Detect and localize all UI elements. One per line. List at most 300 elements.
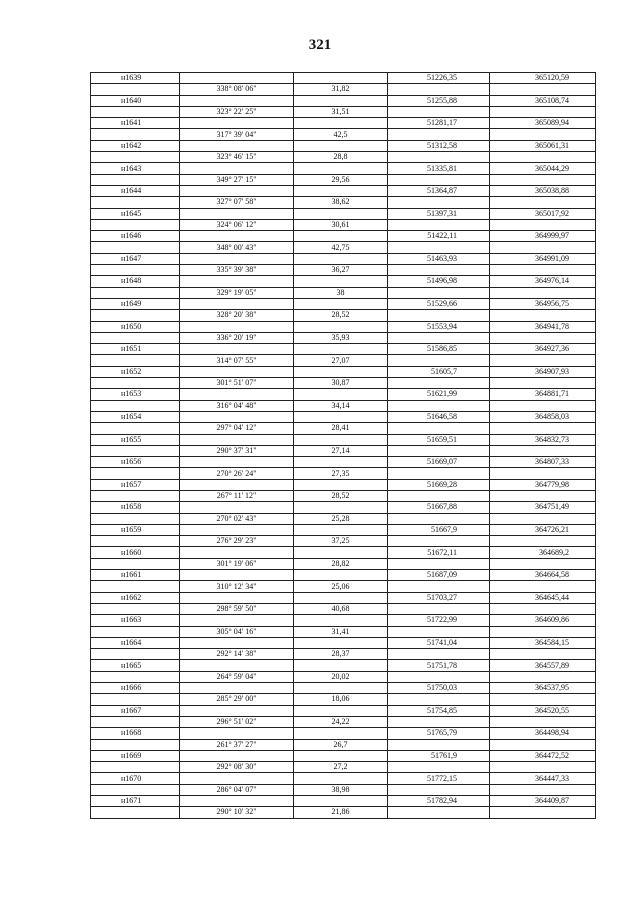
empty-cell [490,581,596,592]
point-name: н1647 [91,253,180,264]
y-coordinate: 365038,88 [490,185,596,196]
empty-cell [388,106,490,117]
direction-angle: 349° 27' 15" [180,174,294,185]
direction-angle: 290° 37' 31" [180,445,294,456]
direction-angle: 329° 19' 05" [180,287,294,298]
y-coordinate: 365044,29 [490,163,596,174]
point-name: н1668 [91,728,180,739]
empty-cell [91,265,180,276]
segment-length: 40,68 [294,603,388,614]
empty-cell [180,208,294,219]
segment-row [91,762,596,773]
empty-cell [490,265,596,276]
segment-row [91,468,596,479]
x-coordinate: 51667,9 [388,524,490,535]
point-name: н1655 [91,434,180,445]
segment-row [91,332,596,343]
y-coordinate: 364881,71 [490,389,596,400]
empty-cell [180,434,294,445]
empty-cell [180,570,294,581]
point-row [91,163,596,174]
point-row [91,570,596,581]
empty-cell [490,739,596,750]
x-coordinate: 51255,88 [388,95,490,106]
direction-angle: 267° 11' 12" [180,490,294,501]
empty-cell [91,558,180,569]
empty-cell [388,400,490,411]
direction-angle: 335° 39' 38" [180,265,294,276]
empty-cell [91,626,180,637]
empty-cell [490,310,596,321]
segment-row [91,784,596,795]
empty-cell [388,423,490,434]
empty-cell [490,626,596,637]
x-coordinate: 51646,58 [388,411,490,422]
segment-row [91,174,596,185]
direction-angle: 314° 07' 55" [180,355,294,366]
empty-cell [388,129,490,140]
segment-length: 27,07 [294,355,388,366]
empty-cell [180,660,294,671]
empty-cell [294,231,388,242]
point-name: н1643 [91,163,180,174]
empty-cell [388,219,490,230]
empty-cell [180,705,294,716]
empty-cell [490,603,596,614]
empty-cell [294,547,388,558]
empty-cell [388,287,490,298]
empty-cell [490,84,596,95]
empty-cell [388,468,490,479]
y-coordinate: 364537,95 [490,683,596,694]
segment-length: 28,37 [294,649,388,660]
x-coordinate: 51722,99 [388,615,490,626]
segment-row [91,513,596,524]
empty-cell [294,524,388,535]
x-coordinate: 51529,66 [388,298,490,309]
empty-cell [180,344,294,355]
point-row [91,366,596,377]
direction-angle: 261° 37' 27" [180,739,294,750]
segment-row [91,355,596,366]
empty-cell [490,332,596,343]
empty-cell [180,389,294,400]
point-row [91,73,596,84]
x-coordinate: 51751,78 [388,660,490,671]
y-coordinate: 364609,86 [490,615,596,626]
x-coordinate: 51422,11 [388,231,490,242]
direction-angle: 328° 20' 38" [180,310,294,321]
empty-cell [294,502,388,513]
empty-cell [91,287,180,298]
empty-cell [180,773,294,784]
point-row [91,95,596,106]
coordinates-table [90,72,596,819]
y-coordinate: 364991,09 [490,253,596,264]
segment-length: 28,52 [294,310,388,321]
point-row [91,344,596,355]
empty-cell [91,355,180,366]
empty-cell [180,728,294,739]
y-coordinate: 364976,14 [490,276,596,287]
direction-angle: 264° 59' 04" [180,671,294,682]
coordinates-table-body [91,73,596,819]
x-coordinate: 51754,85 [388,705,490,716]
point-name: н1663 [91,615,180,626]
segment-length: 18,06 [294,694,388,705]
empty-cell [388,649,490,660]
direction-angle: 323° 46' 15" [180,152,294,163]
empty-cell [490,490,596,501]
direction-angle: 296° 51' 02" [180,716,294,727]
empty-cell [180,796,294,807]
x-coordinate: 51669,28 [388,479,490,490]
empty-cell [91,716,180,727]
segment-row [91,671,596,682]
empty-cell [180,118,294,129]
empty-cell [180,547,294,558]
empty-cell [490,106,596,117]
x-coordinate: 51765,79 [388,728,490,739]
empty-cell [180,95,294,106]
segment-row [91,287,596,298]
empty-cell [388,332,490,343]
empty-cell [490,219,596,230]
empty-cell [91,784,180,795]
point-name: н1671 [91,796,180,807]
direction-angle: 310° 12' 34" [180,581,294,592]
empty-cell [294,140,388,151]
point-name: н1649 [91,298,180,309]
empty-cell [388,671,490,682]
segment-row [91,558,596,569]
empty-cell [388,310,490,321]
direction-angle: 285° 29' 00" [180,694,294,705]
point-name: н1661 [91,570,180,581]
point-row [91,592,596,603]
point-row [91,796,596,807]
point-name: н1660 [91,547,180,558]
point-name: н1654 [91,411,180,422]
segment-row [91,152,596,163]
empty-cell [91,378,180,389]
empty-cell [294,773,388,784]
segment-row [91,581,596,592]
point-row [91,411,596,422]
point-row [91,389,596,400]
empty-cell [388,265,490,276]
empty-cell [294,163,388,174]
empty-cell [388,694,490,705]
segment-length: 42,5 [294,129,388,140]
point-row [91,683,596,694]
empty-cell [388,558,490,569]
y-coordinate: 364498,94 [490,728,596,739]
segment-row [91,378,596,389]
segment-length: 36,27 [294,265,388,276]
direction-angle: 327° 07' 58" [180,197,294,208]
empty-cell [490,536,596,547]
x-coordinate: 51672,11 [388,547,490,558]
empty-cell [91,84,180,95]
empty-cell [294,276,388,287]
segment-length: 31,41 [294,626,388,637]
y-coordinate: 365061,31 [490,140,596,151]
direction-angle: 276° 29' 23" [180,536,294,547]
empty-cell [294,411,388,422]
empty-cell [180,683,294,694]
empty-cell [91,152,180,163]
empty-cell [180,298,294,309]
empty-cell [388,513,490,524]
y-coordinate: 364584,15 [490,637,596,648]
direction-angle: 292° 14' 38" [180,649,294,660]
segment-row [91,490,596,501]
empty-cell [388,355,490,366]
x-coordinate: 51772,15 [388,773,490,784]
y-coordinate: 364664,58 [490,570,596,581]
point-name: н1651 [91,344,180,355]
empty-cell [91,332,180,343]
segment-length: 35,93 [294,332,388,343]
segment-length: 29,56 [294,174,388,185]
y-coordinate: 365017,92 [490,208,596,219]
empty-cell [294,73,388,84]
segment-row [91,536,596,547]
point-row [91,231,596,242]
direction-angle: 270° 02' 43" [180,513,294,524]
direction-angle: 292° 08' 30" [180,762,294,773]
empty-cell [180,163,294,174]
empty-cell [294,615,388,626]
empty-cell [91,242,180,253]
empty-cell [91,400,180,411]
empty-cell [490,445,596,456]
point-row [91,750,596,761]
y-coordinate: 364779,98 [490,479,596,490]
empty-cell [388,807,490,818]
x-coordinate: 51397,31 [388,208,490,219]
point-row [91,547,596,558]
point-row [91,524,596,535]
segment-length: 38,62 [294,197,388,208]
empty-cell [294,95,388,106]
point-name: н1641 [91,118,180,129]
empty-cell [294,253,388,264]
empty-cell [180,253,294,264]
empty-cell [91,423,180,434]
point-row [91,276,596,287]
x-coordinate: 51281,17 [388,118,490,129]
empty-cell [180,140,294,151]
empty-cell [294,683,388,694]
empty-cell [388,378,490,389]
empty-cell [388,174,490,185]
direction-angle: 338° 08' 06" [180,84,294,95]
empty-cell [91,490,180,501]
empty-cell [180,457,294,468]
direction-angle: 348° 00' 43" [180,242,294,253]
y-coordinate: 364689,2 [490,547,596,558]
point-name: н1669 [91,750,180,761]
y-coordinate: 364645,44 [490,592,596,603]
segment-row [91,807,596,818]
segment-row [91,106,596,117]
point-row [91,118,596,129]
segment-length: 28,52 [294,490,388,501]
y-coordinate: 364751,49 [490,502,596,513]
empty-cell [388,581,490,592]
point-row [91,615,596,626]
empty-cell [180,411,294,422]
segment-length: 28,8 [294,152,388,163]
segment-row [91,84,596,95]
empty-cell [490,694,596,705]
empty-cell [91,807,180,818]
empty-cell [294,592,388,603]
segment-length: 37,25 [294,536,388,547]
x-coordinate: 51463,93 [388,253,490,264]
empty-cell [388,739,490,750]
point-row [91,479,596,490]
y-coordinate: 364832,73 [490,434,596,445]
empty-cell [91,513,180,524]
segment-row [91,129,596,140]
empty-cell [490,716,596,727]
empty-cell [180,73,294,84]
x-coordinate: 51669,07 [388,457,490,468]
empty-cell [388,784,490,795]
point-name: н1664 [91,637,180,648]
segment-length: 28,41 [294,423,388,434]
empty-cell [91,649,180,660]
empty-cell [490,513,596,524]
y-coordinate: 364999,97 [490,231,596,242]
direction-angle: 317° 39' 04" [180,129,294,140]
y-coordinate: 364472,52 [490,750,596,761]
empty-cell [91,174,180,185]
point-name: н1667 [91,705,180,716]
empty-cell [294,208,388,219]
direction-angle: 298° 59' 50" [180,603,294,614]
segment-length: 27,2 [294,762,388,773]
empty-cell [91,536,180,547]
empty-cell [388,626,490,637]
y-coordinate: 364726,21 [490,524,596,535]
empty-cell [91,310,180,321]
empty-cell [490,423,596,434]
empty-cell [180,592,294,603]
y-coordinate: 364807,33 [490,457,596,468]
empty-cell [91,129,180,140]
empty-cell [294,728,388,739]
segment-row [91,400,596,411]
y-coordinate: 364858,03 [490,411,596,422]
empty-cell [294,389,388,400]
x-coordinate: 51226,35 [388,73,490,84]
direction-angle: 270° 26' 24" [180,468,294,479]
point-name: н1644 [91,185,180,196]
y-coordinate: 364409,87 [490,796,596,807]
direction-angle: 316° 04' 48" [180,400,294,411]
segment-length: 20,02 [294,671,388,682]
empty-cell [180,479,294,490]
y-coordinate: 364557,89 [490,660,596,671]
direction-angle: 290° 10' 32" [180,807,294,818]
empty-cell [490,242,596,253]
empty-cell [490,378,596,389]
empty-cell [490,129,596,140]
point-name: н1656 [91,457,180,468]
segment-length: 38,98 [294,784,388,795]
direction-angle: 297° 04' 12" [180,423,294,434]
segment-length: 30,61 [294,219,388,230]
empty-cell [294,298,388,309]
empty-cell [294,796,388,807]
empty-cell [388,762,490,773]
point-name: н1666 [91,683,180,694]
empty-cell [91,219,180,230]
point-name: н1652 [91,366,180,377]
point-row [91,298,596,309]
empty-cell [294,321,388,332]
empty-cell [490,400,596,411]
empty-cell [91,694,180,705]
y-coordinate: 364941,78 [490,321,596,332]
y-coordinate: 364956,75 [490,298,596,309]
y-coordinate: 365108,74 [490,95,596,106]
point-name: н1648 [91,276,180,287]
y-coordinate: 364907,93 [490,366,596,377]
point-row [91,773,596,784]
point-name: н1645 [91,208,180,219]
empty-cell [294,344,388,355]
x-coordinate: 51496,98 [388,276,490,287]
y-coordinate: 364447,33 [490,773,596,784]
empty-cell [180,185,294,196]
x-coordinate: 51621,99 [388,389,490,400]
empty-cell [388,490,490,501]
point-row [91,637,596,648]
y-coordinate: 364927,36 [490,344,596,355]
segment-row [91,694,596,705]
x-coordinate: 51659,51 [388,434,490,445]
x-coordinate: 51741,04 [388,637,490,648]
direction-angle: 305° 04' 16" [180,626,294,637]
segment-row [91,739,596,750]
segment-length: 24,22 [294,716,388,727]
point-name: н1662 [91,592,180,603]
y-coordinate: 365089,94 [490,118,596,129]
point-name: н1657 [91,479,180,490]
y-coordinate: 365120,59 [490,73,596,84]
point-name: н1640 [91,95,180,106]
segment-row [91,445,596,456]
empty-cell [388,445,490,456]
segment-length: 27,14 [294,445,388,456]
segment-length: 31,82 [294,84,388,95]
segment-row [91,197,596,208]
empty-cell [91,739,180,750]
direction-angle: 336° 20' 19" [180,332,294,343]
empty-cell [490,197,596,208]
x-coordinate: 51703,27 [388,592,490,603]
x-coordinate: 51687,09 [388,570,490,581]
x-coordinate: 51750,03 [388,683,490,694]
empty-cell [91,603,180,614]
x-coordinate: 51667,88 [388,502,490,513]
segment-row [91,219,596,230]
